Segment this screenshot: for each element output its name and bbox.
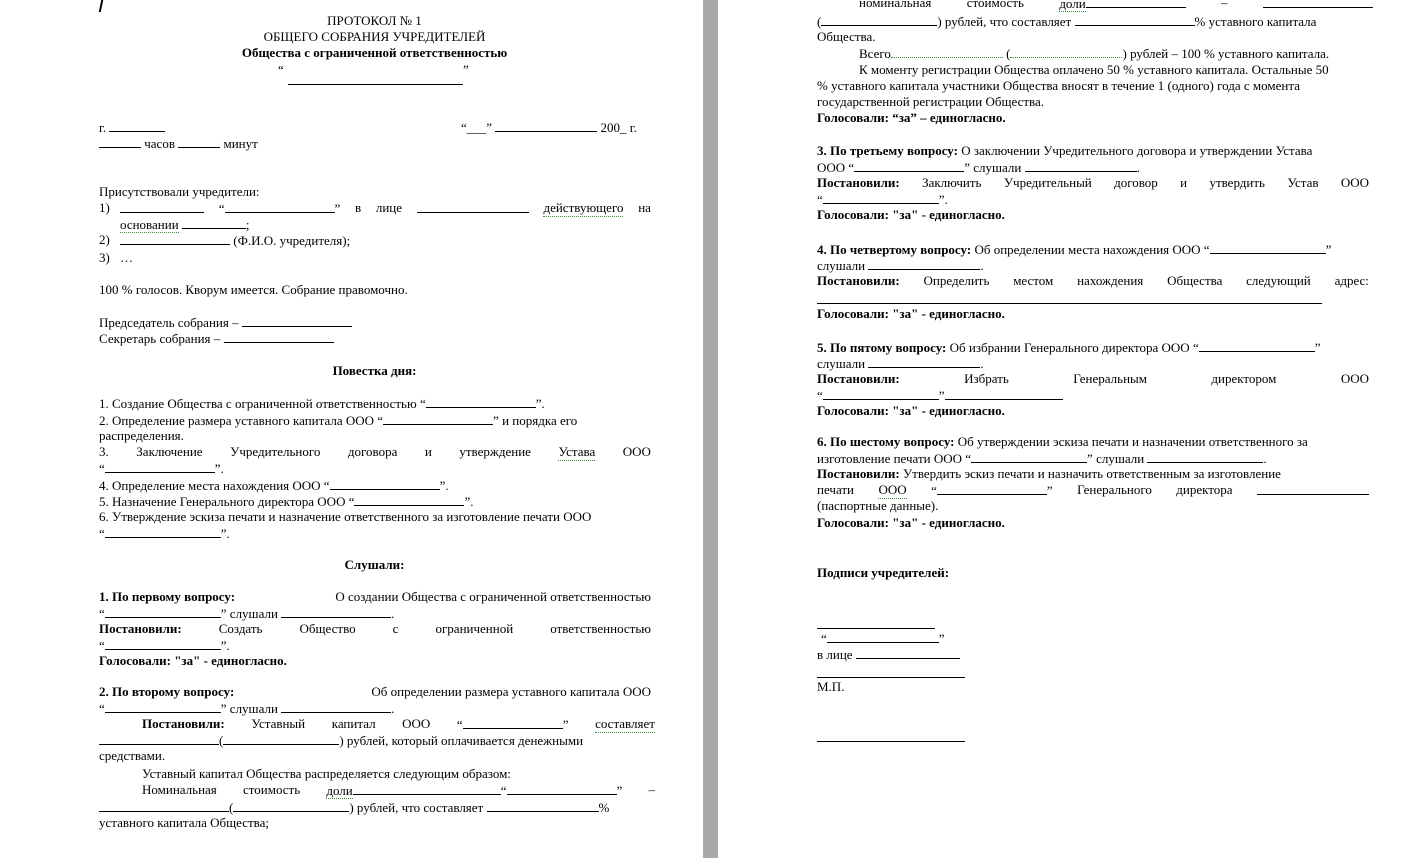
question-5: 5. По пятому вопросу: Об избрании Генерального директора ООО “ ”: [817, 340, 1321, 355]
question-4-resolution: Постановили: Определить местом нахождения Общества следующий адрес:: [817, 273, 1369, 288]
capital-distribution: Уставный капитал Общества распределяется следующим образом:: [142, 766, 511, 781]
present-label: Присутствовали учредители:: [99, 184, 260, 199]
text-cursor: [99, 0, 104, 12]
page-gap: [703, 0, 718, 858]
agenda-item-2-cont: распределения.: [99, 428, 184, 443]
title-quote-open: “: [278, 62, 284, 77]
signature-face-line: в лице: [817, 646, 960, 663]
question-1-resolution-cont: “ ”.: [99, 638, 230, 653]
nominal-value-cont: ( ) рублей, что составляет %: [99, 799, 609, 816]
question-6-heard: изготовление печати ООО “ ” слушали .: [817, 451, 1267, 466]
paid-text-2: % уставного капитала участники Общества вносят в течение 1 (одного) года с момента: [817, 78, 1300, 93]
document-page-1: [0, 0, 703, 858]
question-2-heard: “ ” слушали .: [99, 701, 395, 716]
question-6-resolution-cont: печати ООО “ ” Генерального директора: [817, 482, 1369, 499]
question-3-heard: ООО “ ” слушали .: [817, 160, 1140, 175]
question-1: 1. По первому вопросу: О создании Общества с ограниченной ответственностью: [99, 589, 651, 604]
question-2-resolution-cont-2: средствами.: [99, 748, 166, 763]
question-4-heard: слушали .: [817, 258, 984, 273]
question-6-resolution-cont-2: (паспортные данные).: [817, 498, 939, 513]
agenda-item-2: 2. Определение размера уставного капитала ООО “ ” и порядка его: [99, 413, 578, 428]
signature-line-1: [817, 628, 935, 629]
agenda-item-3: 3. Заключение Учредительного договора и утверждение Устава ООО: [99, 444, 651, 459]
agenda-item-6-cont: “ ”.: [99, 526, 230, 541]
question-6: 6. По шестому вопросу: Об утверждении эскиза печати и назначении ответственного за: [817, 434, 1308, 449]
question-5-vote: Голосовали: "за" - единогласно.: [817, 403, 1005, 418]
founder-3-num: 3): [99, 250, 110, 265]
question-3-vote: Голосовали: "за" - единогласно.: [817, 207, 1005, 222]
founder-2-line: (Ф.И.О. учредителя);: [120, 232, 350, 249]
signatures-title: Подписи учредителей:: [817, 565, 950, 580]
p2-nominal-line: номинальная стоимость доли –: [859, 0, 1373, 12]
question-2: 2. По второму вопросу: Об определении размера уставного капитала ООО: [99, 684, 651, 699]
question-5-resolution: Постановили: Избрать Генеральным директором ООО: [817, 371, 1369, 386]
founder-3-line: …: [120, 250, 133, 265]
agenda-item-1: 1. Создание Общества с ограниченной ответственностью “ ”.: [99, 396, 545, 411]
question-1-vote: Голосовали: "за" - единогласно.: [99, 653, 287, 668]
p2-nominal-cont: ( ) рублей, что составляет % уставного капитала: [817, 14, 1317, 29]
agenda-item-4: 4. Определение места нахождения ООО “ ”.: [99, 478, 449, 493]
founder-1-num: 1): [99, 200, 110, 215]
title-line-3: Общества с ограниченной ответственностью: [241, 45, 508, 60]
question-4-vote: Голосовали: "за" - единогласно.: [817, 306, 1005, 321]
agenda-item-3-cont: “ ”.: [99, 461, 224, 476]
question-3: 3. По третьему вопросу: О заключении Учредительного договора и утверждении Устава: [817, 143, 1313, 158]
signature-quote-line: “ ”: [821, 631, 945, 646]
founder-1-basis: основании ;: [120, 217, 250, 232]
p2-nominal-cont-2: Общества.: [817, 29, 876, 44]
question-3-resolution-cont: “ ”.: [817, 192, 948, 207]
founder-2-num: 2): [99, 232, 110, 247]
signature-line-3: [817, 741, 965, 742]
signature-line-2: [817, 677, 965, 678]
question-4: 4. По четвертому вопросу: Об определении места нахождения ООО “ ”: [817, 242, 1332, 257]
quorum-text: 100 % голосов. Кворум имеется. Собрание правомочно.: [99, 282, 408, 297]
founder-1-line: “ ” в лице действующего на: [120, 200, 651, 217]
secretary-line: Секретарь собрания –: [99, 330, 334, 347]
title-line-1: ПРОТОКОЛ № 1: [327, 13, 422, 28]
document-page-2: [718, 0, 1421, 858]
question-5-heard: слушали .: [817, 356, 984, 371]
question-6-resolution: Постановили: Утвердить эскиз печати и назначить ответственным за изготовление: [817, 466, 1281, 481]
agenda-item-5: 5. Назначение Генерального директора ООО “ ”.: [99, 494, 474, 509]
question-1-resolution: Постановили: Создать Общество с ограниченной ответственностью: [99, 621, 651, 636]
company-name-blank: [288, 84, 463, 85]
paid-text-3: государственной регистрации Общества.: [817, 94, 1045, 109]
stamp-place: М.П.: [817, 679, 845, 694]
paid-text-1: К моменту регистрации Общества оплачено 50 % уставного капитала. Остальные 50: [859, 62, 1329, 77]
meeting-time: часов минут: [99, 135, 258, 152]
city-label: г.: [99, 119, 165, 136]
nominal-value-cont-2: уставного капитала Общества;: [99, 815, 270, 830]
question-2-resolution: Постановили: Уставный капитал ООО “ ” составляет: [142, 716, 655, 732]
question-5-resolution-cont: “ ”: [817, 387, 1063, 404]
heard-title: Слушали:: [344, 557, 405, 572]
nominal-value-line: Номинальная стоимость доли “ ” –: [142, 782, 655, 798]
agenda-item-6: 6. Утверждение эскиза печати и назначение ответственного за изготовление печати ООО: [99, 509, 592, 524]
title-quote-close: ”: [463, 62, 469, 77]
agenda-title: Повестка дня:: [332, 363, 417, 378]
capital-vote: Голосовали: “за” – единогласно.: [817, 110, 1006, 125]
meeting-date: “___” 200_ г.: [461, 120, 637, 135]
question-3-resolution: Постановили: Заключить Учредительный договор и утвердить Устав ООО: [817, 175, 1369, 190]
question-6-vote: Голосовали: "за" - единогласно.: [817, 515, 1005, 530]
question-1-heard: “ ” слушали .: [99, 606, 395, 621]
title-line-2: ОБЩЕГО СОБРАНИЯ УЧРЕДИТЕЛЕЙ: [263, 29, 486, 44]
question-2-resolution-cont: ( ) рублей, который оплачивается денежными: [99, 732, 583, 749]
address-blank: [817, 303, 1322, 304]
capital-total: Всего ( ) рублей – 100 % уставного капитала.: [859, 46, 1330, 61]
chairman-line: Председатель собрания –: [99, 314, 352, 331]
